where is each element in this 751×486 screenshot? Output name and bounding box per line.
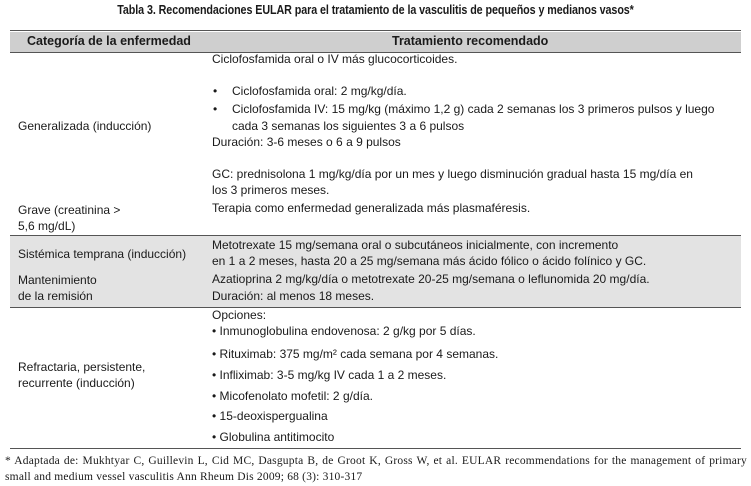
footnote: * Adaptada de: Mukhtyar C, Guillevin L, Cid MC, Dasgupta B, de Groot K, Gross W, et al. EULAR recommendations for the management of primary small and medium vessel vasculitis Ann Rheum Dis 2009; 68 (3): 310-317 — [5, 455, 747, 483]
severe-category-2: 5,6 mg/dL) — [18, 219, 76, 233]
bottom-rule — [10, 448, 741, 449]
refractory-category-1: Refractaria, persistente, — [18, 360, 146, 374]
maintenance-category-2: de la remisión — [18, 289, 93, 303]
top-rule — [10, 30, 741, 31]
generalized-bullet-2: Ciclofosfamida IV: 15 mg/kg (máximo 1,2 g) cada 2 semanas los 3 primeros pulsos y luego — [232, 102, 715, 116]
refractory-option-6: • Globulina antitimocito — [212, 430, 335, 444]
generalized-gc-1: GC: prednisolona 1 mg/kg/día por un mes y luego disminución gradual hasta 15 mg/día en — [212, 167, 693, 181]
refractory-option-1: • Inmunoglobulina endovenosa: 2 g/kg por 5 días. — [212, 324, 476, 338]
table-title: Tabla 3. Recomendaciones EULAR para el tratamiento de la vasculitis de pequeños y medianos vasos* — [117, 3, 634, 17]
refractory-option-3: • Infliximab: 3-5 mg/kg IV cada 1 a 2 meses. — [212, 368, 447, 382]
generalized-intro: Ciclofosfamida oral o IV más glucocorticoides. — [212, 52, 458, 66]
generalized-bullet-2-cont: cada 3 semanas los siguientes 3 a 6 pulsos — [232, 119, 465, 133]
generalized-bullet-1: Ciclofosfamida oral: 2 mg/kg/día. — [232, 84, 407, 98]
generalized-gc-2: los 3 primeros meses. — [212, 183, 330, 197]
header-treatment: Tratamiento recomendado — [392, 34, 549, 48]
refractory-option-5: • 15-deoxispergualina — [212, 409, 328, 423]
maintenance-category-1: Mantenimiento — [18, 273, 97, 287]
band-bottom-rule — [10, 307, 741, 308]
refractory-option-2: • Rituximab: 375 mg/m² cada semana por 4 semanas. — [212, 347, 499, 361]
refractory-category-2: recurrente (inducción) — [18, 376, 135, 390]
refractory-options-label: Opciones: — [212, 308, 267, 322]
severe-treatment: Terapia como enfermedad generalizada más plasmaféresis. — [212, 201, 531, 215]
bullet-dot: • — [213, 102, 218, 116]
severe-category-1: Grave (creatinina > — [18, 203, 121, 217]
header-category: Categoría de la enfermedad — [27, 34, 191, 48]
refractory-option-4: • Micofenolato mofetil: 2 g/día. — [212, 389, 373, 403]
table-header — [10, 32, 741, 52]
early-line-1: Metotrexate 15 mg/semana oral o subcutáneos inicialmente, con incremento — [212, 238, 619, 252]
maintenance-line-1: Azatioprina 2 mg/kg/día o metotrexate 20-25 mg/semana o leflunomida 20 mg/día. — [212, 272, 650, 286]
early-category: Sistémica temprana (inducción) — [18, 247, 187, 261]
maintenance-line-2: Duración: al menos 18 meses. — [212, 289, 375, 303]
bullet-dot: • — [213, 84, 218, 98]
early-line-2: en 1 a 2 meses, hasta 20 a 25 mg/semana más ácido fólico o ácido folínico y GC. — [212, 254, 647, 268]
generalized-duration: Duración: 3-6 meses o 6 a 9 pulsos — [212, 135, 401, 149]
generalized-category: Generalizada (inducción) — [18, 119, 152, 133]
band-top-rule — [10, 235, 741, 236]
